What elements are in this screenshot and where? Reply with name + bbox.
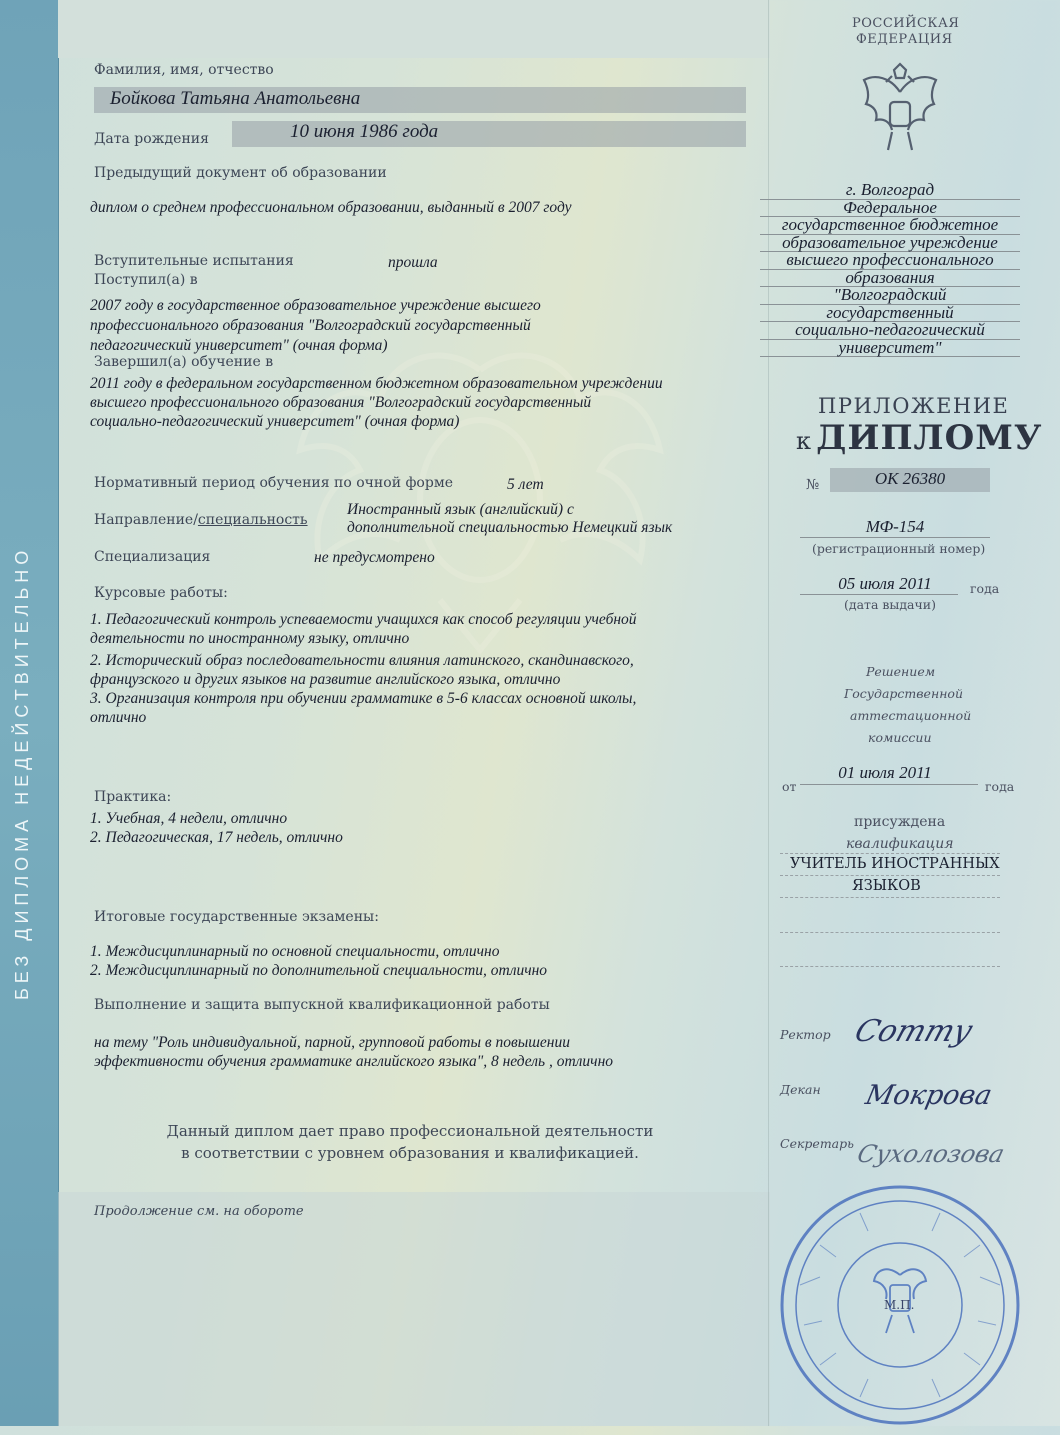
qual-dash-5 <box>780 966 1000 967</box>
commission-date: 01 июля 2011 <box>838 763 932 782</box>
qual-dash-4 <box>780 932 1000 933</box>
direction-line-2: дополнительной специальностью Немецкий язык <box>347 519 673 536</box>
admitted-line-2: профессионального образования "Волгоградский государственный <box>90 317 531 334</box>
decision-line-2: Государственной <box>844 686 964 701</box>
thesis-line-1: на тему "Роль индивидуальной, парной, групповой работы в повышении <box>94 1034 570 1051</box>
qualification-line-1: УЧИТЕЛЬ ИНОСТРАННЫХ <box>790 856 1000 872</box>
issue-date-suffix: года <box>970 581 1000 596</box>
dob-value: 10 июня 1986 года <box>290 121 439 142</box>
secretary-signature: Сухолозова <box>854 1140 1008 1168</box>
vertical-warning-text: БЕЗ ДИПЛОМА НЕДЕЙСТВИТЕЛЬНО <box>12 545 32 1000</box>
doc-title-main: ДИПЛОМУ <box>816 418 1043 458</box>
qualification-label: квалификация <box>846 836 954 852</box>
country-line-2: ФЕДЕРАЦИЯ <box>856 32 953 47</box>
coat-of-arms-icon <box>850 62 950 158</box>
secretary-label: Секретарь <box>780 1136 854 1151</box>
coursework-label: Курсовые работы: <box>94 585 228 601</box>
fio-label: Фамилия, имя, отчество <box>94 62 274 78</box>
issue-date-underline <box>800 594 958 595</box>
issue-date: 05 июля 2011 <box>838 574 932 593</box>
coursework-line-3: 2. Исторический образ последовательности влияния латинского, скандинавского, <box>90 652 634 669</box>
rector-label: Ректор <box>780 1027 831 1042</box>
dob-label: Дата рождения <box>94 131 209 147</box>
finished-line-2: высшего профессионального образования "Волгоградский государственный <box>90 394 592 411</box>
prev-doc-value: диплом о среднем профессиональном образовании, выданный в 2007 году <box>90 199 572 216</box>
issuer-line-3: государственное бюджетное <box>760 217 1020 235</box>
commission-underline <box>800 784 978 785</box>
reg-caption: (регистрационный номер) <box>812 541 986 556</box>
qual-dash-2 <box>780 875 1000 876</box>
issuer-line-5: высшего профессионального <box>760 252 1020 270</box>
finished-line-3: социально-педагогический университет" (очная форма) <box>90 413 460 430</box>
issuer-line-6: образования <box>760 270 1020 288</box>
qualification-line-2: ЯЗЫКОВ <box>852 878 921 894</box>
finished-line-1: 2011 году в федеральном государственном бюджетном образовательном учреждении <box>90 375 663 392</box>
practice-line-1: 1. Учебная, 4 недели, отлично <box>90 810 288 827</box>
reg-underline <box>800 537 990 538</box>
number-label: № <box>806 477 820 493</box>
closing-line-1: Данный диплом дает право профессиональной деятельности <box>166 1122 654 1140</box>
bottom-band <box>58 1192 770 1426</box>
top-band <box>58 0 770 58</box>
coursework-line-1: 1. Педагогический контроль успеваемости учащихся как способ регуляции учебной <box>90 611 637 628</box>
period-label: Нормативный период обучения по очной форме <box>94 475 453 491</box>
entrance-value: прошла <box>388 254 438 271</box>
doc-title-line-2 <box>796 418 1042 458</box>
issuer-line-2: Федеральное <box>760 200 1020 218</box>
exams-label: Итоговые государственные экзамены: <box>94 909 379 925</box>
dean-signature: Мокрова <box>862 1080 995 1111</box>
practice-label: Практика: <box>94 789 172 805</box>
side-strip <box>0 0 59 1426</box>
issuer-line-9: социально-педагогический <box>760 322 1020 340</box>
specialization-label: Специализация <box>94 549 211 565</box>
decision-line-4: комиссии <box>868 730 932 745</box>
practice-line-2: 2. Педагогическая, 17 недель, отлично <box>90 829 343 846</box>
direction-label <box>94 512 308 528</box>
issuer-line-10: университет" <box>760 340 1020 358</box>
admitted-label: Поступил(а) в <box>94 272 198 288</box>
direction-line-1: Иностранный язык (английский) с <box>347 501 574 518</box>
continued-note: Продолжение см. на обороте <box>94 1204 304 1219</box>
issuer-line-4: образовательное учреждение <box>760 235 1020 253</box>
fio-value: Бойкова Татьяна Анатольевна <box>110 88 361 109</box>
issuer-line-1: г. Волгоград <box>760 182 1020 200</box>
prev-doc-label: Предыдущий документ об образовании <box>94 165 387 181</box>
issue-date-caption: (дата выдачи) <box>844 597 936 612</box>
qual-dash-1 <box>780 853 1000 854</box>
dean-label: Декан <box>780 1082 821 1097</box>
doc-title-line-1: ПРИЛОЖЕНИЕ <box>818 394 1010 418</box>
doc-title-k: к <box>796 427 811 455</box>
qual-dash-3 <box>780 897 1000 898</box>
awarded-label: присуждена <box>854 814 946 830</box>
rector-signature: Сотту <box>850 1014 977 1049</box>
entrance-label: Вступительные испытания <box>94 253 294 269</box>
coursework-line-6: отлично <box>90 709 147 726</box>
direction-label-a: Направление/ <box>94 512 198 528</box>
decision-line-1: Решением <box>866 664 936 679</box>
issuer-line-7: "Волгоградский <box>760 287 1020 305</box>
thesis-label: Выполнение и защита выпускной квалификационной работы <box>94 997 550 1013</box>
admitted-line-1: 2007 году в государственное образовательное учреждение высшего <box>90 297 541 314</box>
closing-statement <box>130 1120 690 1164</box>
coursework-line-5: 3. Организация контроля при обучении грамматике в 5-6 классах основной школы, <box>90 690 637 707</box>
thesis-line-2: эффективности обучения грамматике английского языка", 8 недель , отлично <box>94 1053 614 1070</box>
mp-label: М.П. <box>884 1298 915 1312</box>
issuer-block <box>760 182 1020 357</box>
admitted-line-3: педагогический университет" (очная форма) <box>90 337 388 354</box>
exams-line-1: 1. Междисциплинарный по основной специальности, отлично <box>90 943 500 960</box>
decision-line-3: аттестационной <box>850 708 972 723</box>
period-value: 5 лет <box>507 476 544 493</box>
finished-label: Завершил(а) обучение в <box>94 354 274 370</box>
specialization-value: не предусмотрено <box>314 549 435 566</box>
coursework-line-2: деятельности по иностранному языку, отлично <box>90 630 410 647</box>
closing-line-2: в соответствии с уровнем образования и квалификацией. <box>181 1144 639 1162</box>
commission-suffix: года <box>985 779 1015 794</box>
direction-label-b: специальность <box>197 512 308 528</box>
number-value: ОК 26380 <box>874 469 946 488</box>
issuer-line-8: государственный <box>760 305 1020 323</box>
exams-line-2: 2. Междисциплинарный по дополнительной специальности, отлично <box>90 962 548 979</box>
reg-number: МФ-154 <box>865 517 925 536</box>
commission-prefix: от <box>782 779 797 794</box>
coursework-line-4: французского и других языков на развитие английского языка, отлично <box>90 671 561 688</box>
country-line-1: РОССИЙСКАЯ <box>852 16 960 31</box>
